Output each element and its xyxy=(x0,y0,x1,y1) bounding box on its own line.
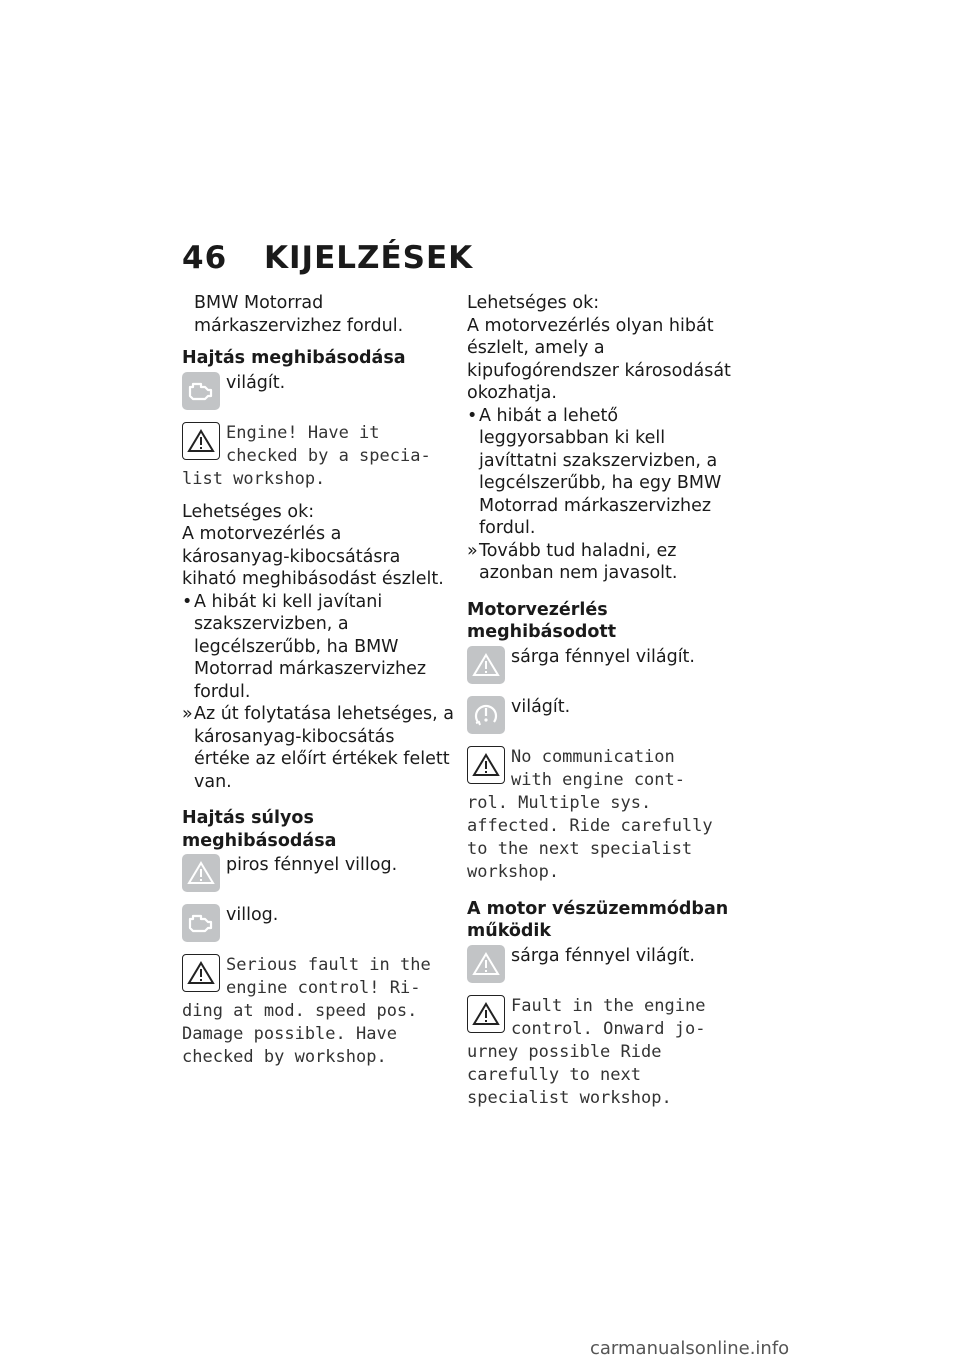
list-text: Tovább tud haladni, ez azonban nem javasolt. xyxy=(479,540,678,583)
warning-triangle-icon xyxy=(467,995,505,1033)
page-number: 46 xyxy=(182,240,228,276)
message-line: Engine! Have it xyxy=(226,422,380,443)
engine-control-icon xyxy=(467,696,505,734)
indicator-row xyxy=(467,646,735,684)
list-text: A hibát ki kell javítani szakszervizben, a legcélszerűbb, ha BMW Motorrad márkaszervizhez fordul. xyxy=(194,591,427,702)
indicator-text: világít. xyxy=(226,372,286,393)
cause-text: A motorvezérlés olyan hibát észlelt, amely a kipufogórendszer károsodását okozhatja. xyxy=(467,315,731,403)
warning-triangle-icon xyxy=(467,945,505,983)
list-text: A hibát a lehető leggyorsabban ki kell javíttatni szakszervizben, a legcélszerűbb, ha egy BMW Motorrad márkaszervizhez fordul. xyxy=(479,405,722,538)
warning-triangle-icon xyxy=(182,954,220,992)
message-line: Fault in the engine xyxy=(511,995,706,1016)
message-line: checked by a specia- xyxy=(226,445,431,466)
message-line: list workshop. xyxy=(182,468,326,489)
warning-triangle-icon xyxy=(467,746,505,784)
indicator-row xyxy=(182,904,454,942)
arrow-marker: » xyxy=(467,540,478,561)
display-message xyxy=(467,746,735,884)
message-line: Serious fault in the xyxy=(226,955,431,975)
message-line: rol. Multiple sys. affected. Ride carefully to the next specialist workshop. xyxy=(467,792,713,882)
bullet-marker: • xyxy=(467,405,478,426)
section-title: Hajtás meghibásodása xyxy=(182,348,406,368)
cause-label: Lehetséges ok: xyxy=(182,501,315,522)
arrow-marker: » xyxy=(182,704,193,724)
section-title: A motor vészüzemmódban működik xyxy=(467,898,729,941)
footer-watermark: carmanualsonline.info xyxy=(590,1338,790,1359)
indicator-row xyxy=(467,945,735,983)
indicator-text: világít. xyxy=(511,696,571,717)
message-line: No communication xyxy=(511,746,675,767)
list-item xyxy=(467,540,735,585)
intro-text: BMW Motorrad márkaszervizhez fordul. xyxy=(194,293,404,336)
indicator-row xyxy=(182,854,454,892)
message-line: with engine cont- xyxy=(511,769,685,790)
message-line: ding at mod. speed pos. Damage possible. Have checked by workshop. xyxy=(182,1001,418,1067)
message-line: urney possible Ride carefully to next specialist workshop. xyxy=(467,1041,672,1108)
indicator-text: piros fénnyel villog. xyxy=(226,855,398,875)
cause-label: Lehetséges ok: xyxy=(467,293,600,313)
list-item xyxy=(467,405,735,540)
display-message xyxy=(467,995,735,1110)
bullet-marker: • xyxy=(182,591,193,612)
list-item xyxy=(182,703,454,793)
list-text: Az út folytatása lehetséges, a károsanyag-kibocsátás értéke az előírt értékek felett van. xyxy=(194,704,454,792)
right-column xyxy=(467,292,735,1110)
engine-icon xyxy=(182,372,220,410)
indicator-row xyxy=(182,372,454,410)
warning-triangle-icon xyxy=(182,422,220,460)
cause-text: A motorvezérlés a károsanyag-kibocsátásra kiható meghibásodást észlelt. xyxy=(182,524,444,589)
warning-triangle-icon xyxy=(467,646,505,684)
message-line: engine control! Ri- xyxy=(226,978,421,998)
display-message xyxy=(182,954,454,1069)
indicator-row xyxy=(467,696,735,734)
left-column xyxy=(182,292,454,1069)
indicator-text: sárga fénnyel világít. xyxy=(511,945,695,966)
warning-triangle-icon xyxy=(182,854,220,892)
message-line: control. Onward jo- xyxy=(511,1018,706,1039)
page-title: KIJELZÉSEK xyxy=(264,240,474,276)
page-header xyxy=(182,240,473,276)
section-title: Motorvezérlés meghibásodott xyxy=(467,599,617,642)
section-title: Hajtás súlyos meghibásodása xyxy=(182,808,337,851)
list-item xyxy=(182,591,454,704)
engine-icon xyxy=(182,904,220,942)
indicator-text: sárga fénnyel világít. xyxy=(511,646,695,667)
display-message xyxy=(182,422,454,491)
indicator-text: villog. xyxy=(226,905,279,925)
